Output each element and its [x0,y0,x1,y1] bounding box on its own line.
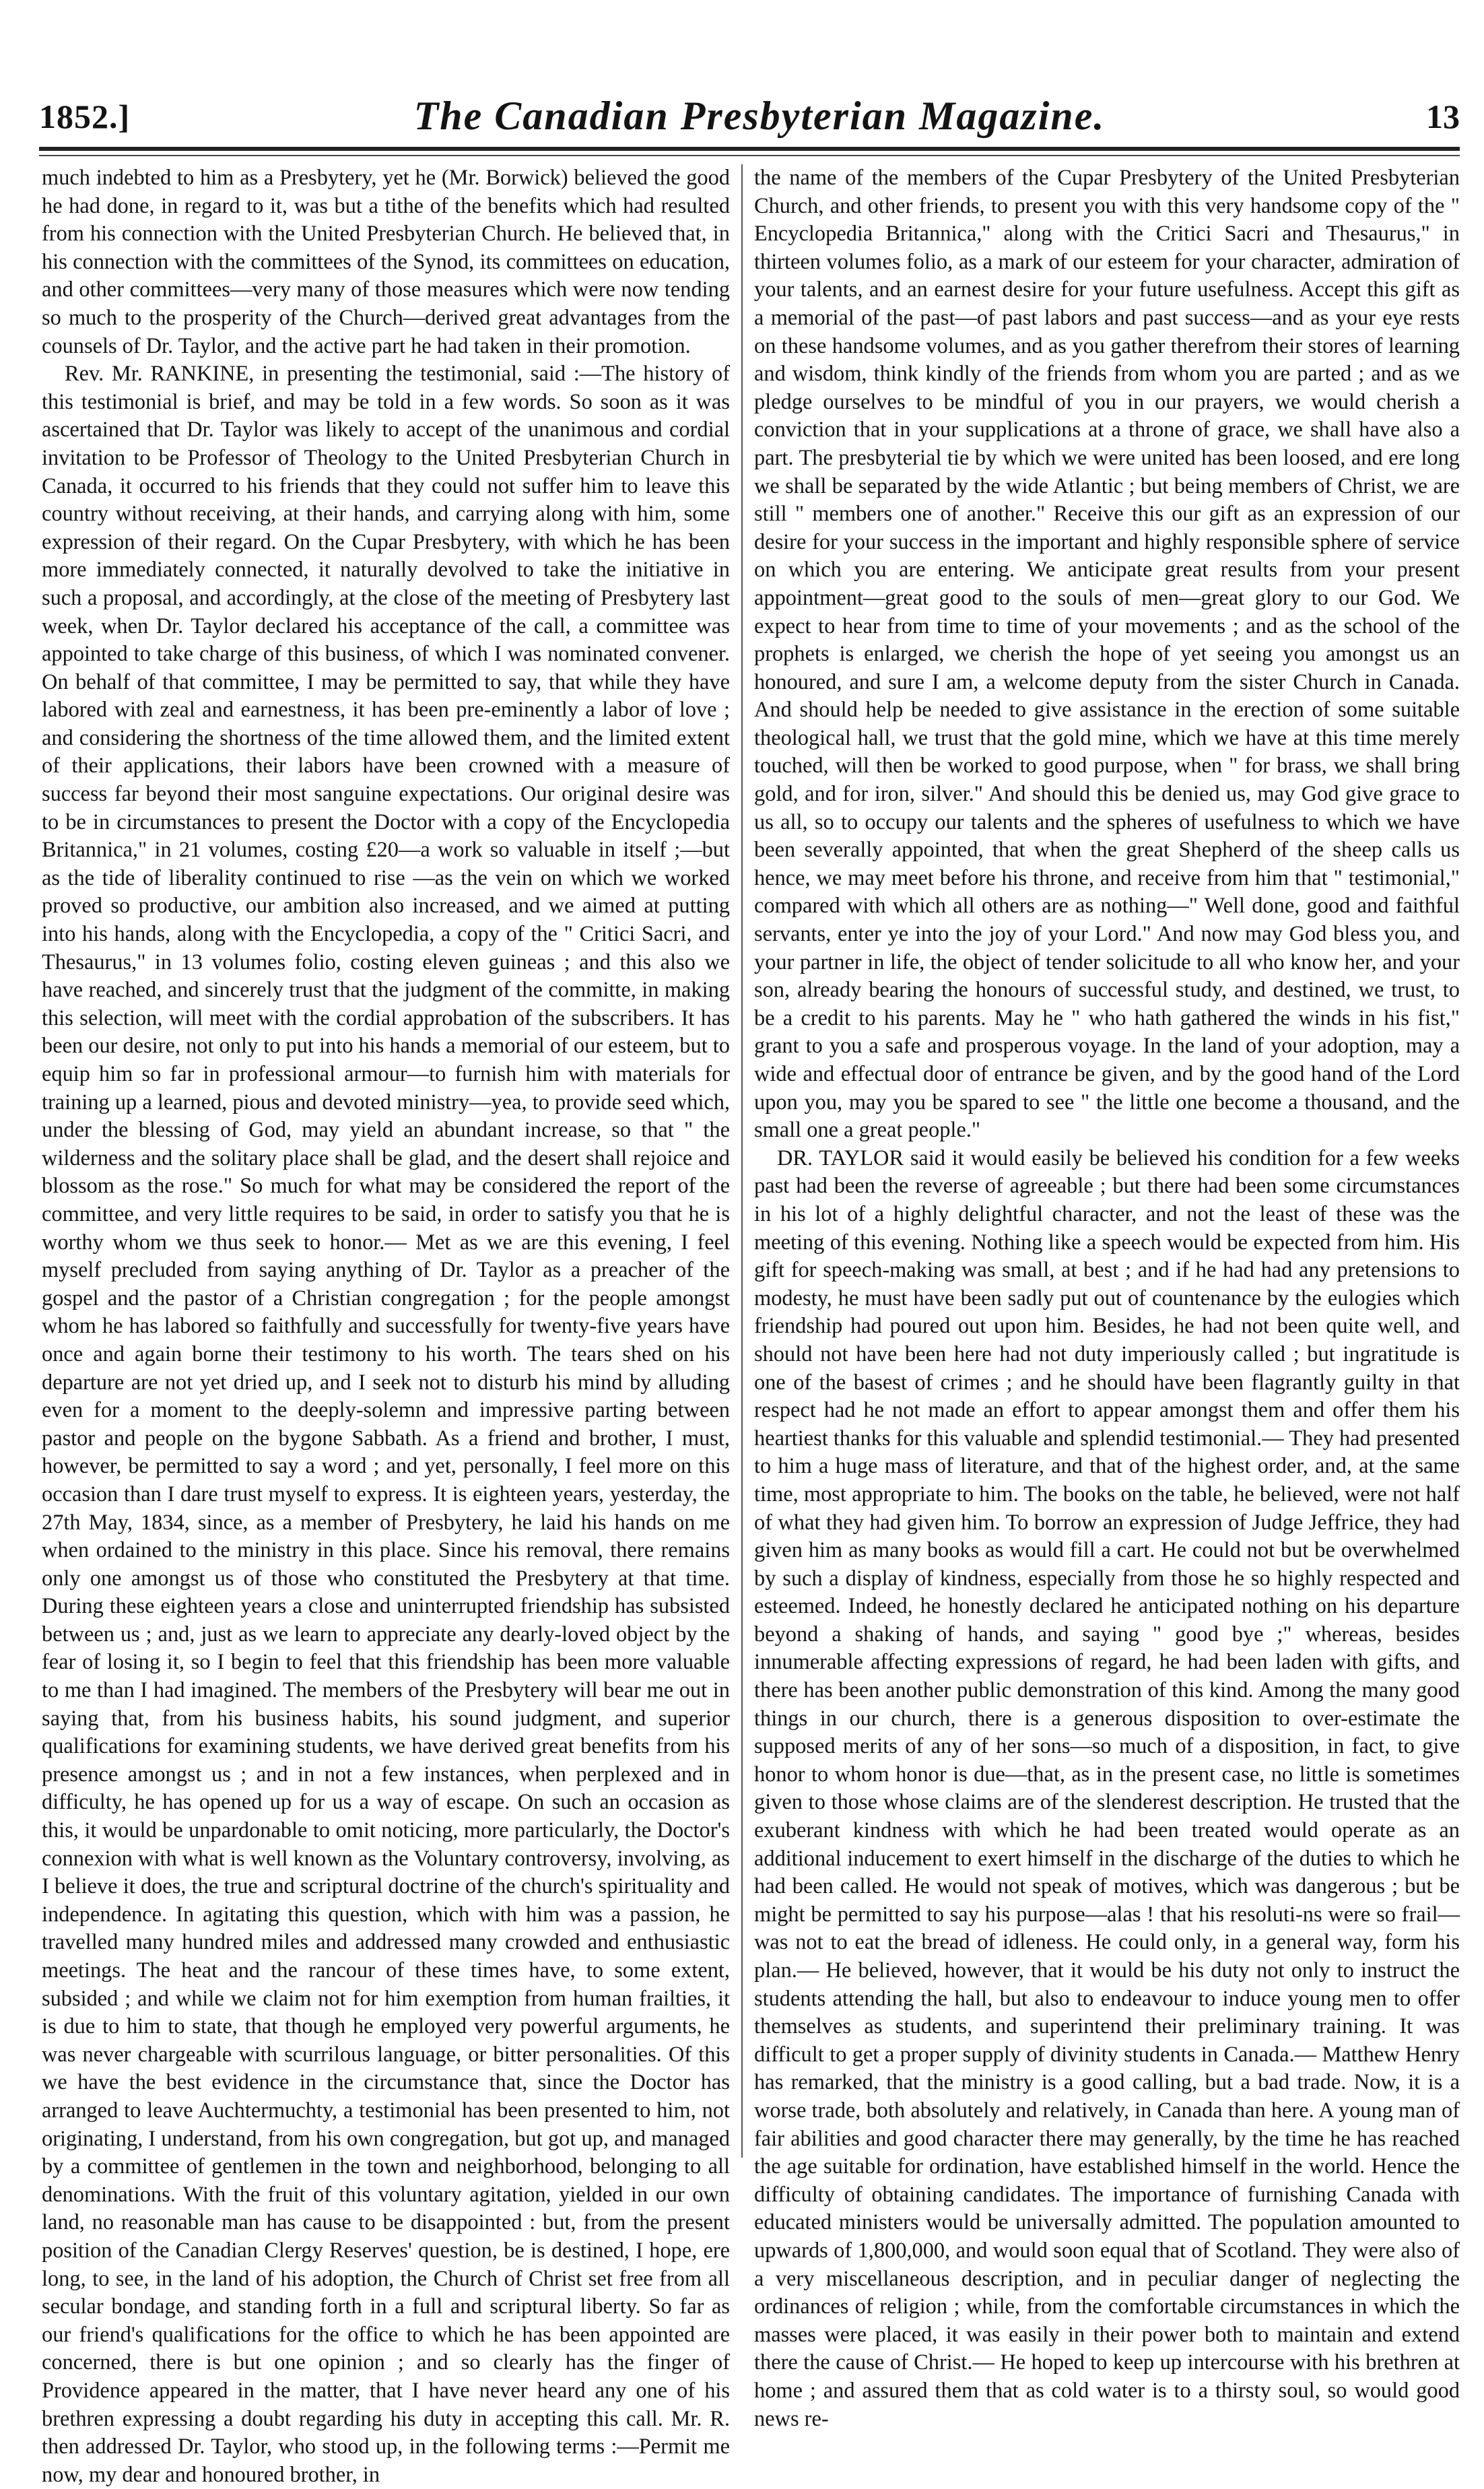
paragraph: much indebted to him as a Presbytery, yet he (Mr. Borwick) believed the good he had done, in regard to it, was but a tithe of the benefits which had resulted from his connection with the United Presbyterian Church. He believed that, in his connection with the committees of the Synod, its committees on education, and other committees—very many of those measures which were now tending so much to the prosperity of the Church—derived great advantages from the counsels of Dr. Taylor, and the active part he had taken in their promotion. [42,166,730,358]
paragraph: Rev. Mr. RANKINE, in presenting the testimonial, said :—The history of this testimonial is brief, and may be told in a few words. So soon as it was ascertained that Dr. Taylor was likely to accept of the unanimous and cordial invitation to be Professor of Theology to the United Presbyterian Church in Canada, it occurred to his friends that they could not suffer him to leave this country without receiving, at their hands, and carrying along with him, some expression of their regard. On the Cupar Presbytery, with which he has been more immediately connected, it naturally devolved to take the initiative in such a proposal, and accordingly, at the close of the meeting of Presbytery last week, when Dr. Taylor declared his acceptance of the call, a committee was appointed to take charge of this business, of which I was nominated convener. On behalf of that committee, I may be permitted to say, that while they have labored with zeal and earnestness, it has been pre-eminently a labor of love ; and considering the shortness of the time allowed them, and the limited extent of their applications, their labors have been crowned with a measure of success far beyond their most sanguine expectations. Our original desire was to be in circumstances to present the Doctor with a copy of the Encyclopedia Britannica," in 21 volumes, costing £20—a work so valuable in itself ;—but as the tide of liberality continued to rise —as the vein on which we worked proved so productive, our ambition also increased, and we aimed at putting into his hands, along with the Encyclopedia, a copy of the " Critici Sacri, and Thesaurus," in 13 volumes folio, costing eleven guineas ; and this also we have reached, and sincerely trust that the judgment of the committe, in making this selection, will meet with the cordial approbation of the subscribers. It has been our desire, not only to put into his hands a memorial of our esteem, but to equip him so far in professional armour—to furnish him with materials for training up a learned, pious and devoted ministry—yea, to provide seed which, under the blessing of God, may yield an abundant increase, so that " the wilderness and the solitary place shall be glad, and the desert shall rejoice and blossom as the rose." So much for what may be considered the report of the committee, and very little requires to be said, in order to satisfy you that he is worthy whom we thus seek to honor.— Met as we are this evening, I feel myself precluded from saying anything of Dr. Taylor as a preacher of the gospel and the pastor of a Christian congregation ; for the people amongst whom he has labored so faithfully and successfully for twenty-five years have once and again borne their testimony to his worth. The tears shed on his departure are not yet dried up, and I seek not to disturb his mind by alluding even for a moment to the deeply-solemn and impressive parting between pastor and people on the bygone Sabbath. As a friend and brother, I must, however, be permitted to say a word ; and yet, personally, I feel more on this occasion than I dare trust myself to express. It is eighteen years, yesterday, the 27th May, 1834, since, as a member of Presbytery, he laid his hands on me when ordained to the ministry in this place. Since his removal, there remains only one amongst us of those who constituted the Presbytery at that time. During these eighteen years a close and uninterrupted friendship has subsisted between us ; and, just as we learn to appreciate any dearly-loved object by the fear of losing it, so I begin to feel that this friendship has been more valuable to me than I had imagined. The members of the Presbytery will bear me out in saying that, from his business habits, his sound judgment, and superior qualifications for examining students, we have derived great benefits from his presence amongst us ; and in not a few instances, when perplexed and in difficulty, he has opened up for us a way of escape. On such an occasion as this, it would be unpardonable to omit noticing, more particularly, the Doctor's connexion with what is well known as the Voluntary controversy, involving, as I believe it does, the true and scriptural doctrine of the church's spirituality and independence. In agitating this question, which with him was a passion, he travelled many hundred miles and addressed many crowded and enthusiastic meetings. The heat and the rancour of these times have, to some extent, subsided ; and while we claim not for him exemption from human frailties, it is due to him to state, that though he employed very powerful arguments, he was never chargeable with scurrilous language, or bitter personalities. Of this we have the best evidence in the circumstance that, since the Doctor has arranged to leave Auchtermuchty, a testimonial has been presented to him, not originating, I understand, from his own congregation, but got up, and managed by a committee of gentlemen in the town and neighborhood, belonging to all denominations. With the fruit of this voluntary agitation, yielded in our own land, no reasonable man has cause to be disappointed : but, from the present position of the Canadian Clergy Reserves' question, be is destined, I hope, ere long, to see, in the land of his adoption, the Church of Christ set free from all secular bondage, and standing forth in a full and scriptural liberty. So far as our friend's qualifications for the office to which he has been appointed are concerned, there is but one opinion ; and so clearly has the finger of Providence appeared in the matter, that I have never heard any one of his brethren expressing a doubt regarding his duty in accepting this call. Mr. R. then addressed Dr. Taylor, who stood up, in the following terms :—Permit me now, my dear and honoured brother, in [42,362,730,2487]
page-number: 13 [1426,98,1460,135]
magazine-title: The Canadian Presbyterian Magazine. [413,94,1106,138]
header-year: 1852.] [39,98,131,135]
header-rule-thin [39,155,1460,156]
left-column [42,164,730,2487]
running-head [39,93,1460,141]
paragraph: DR. TAYLOR said it would easily be believed his condition for a few weeks past had been the reverse of agreeable ; but there had been some circumstances in his lot of a highly delightful character, and not the least of these was the meeting of this evening. Nothing like a speech would be expected from him. His gift for speech-making was small, at best ; and if he had had any pretensions to modesty, he must have been sadly put out of countenance by the eulogies which friendship had poured out upon him. Besides, he had not been quite well, and should not have been here had not duty imperiously called ; but ingratitude is one of the basest of crimes ; and he should have been flagrantly guilty in that respect had he not made an effort to appear amongst them and offer them his heartiest thanks for this valuable and splendid testimonial.— They had presented to him a huge mass of literature, and that of the highest order, and, at the same time, most appropriate to him. The books on the table, he believed, were not half of what they had given him. To borrow an expression of Judge Jeffrice, they had given him as many books as would fill a cart. He could not but be overwhelmed by such a display of kindness, especially from those he so highly respected and esteemed. Indeed, he honestly declared he anticipated nothing on his departure beyond a shaking of hands, and saying " good bye ;" whereas, besides innumerable affecting expressions of regard, he had been laden with gifts, and there has been another public demonstration of this kind. Among the many good things in our church, there is a generous disposition to over-estimate the supposed merits of any of her sons—so much of a disposition, in fact, to give honor to whom honor is due—that, as in the present case, no little is sometimes given to those whose claims are of the slenderest description. He trusted that the exuberant kindness with which he had been treated would operate as an additional inducement to exert himself in the discharge of the duties to which he had been called. He would not speak of motives, which was dangerous ; but be might be permitted to say his purpose—alas ! that his resoluti-ns were so frail—was not to eat the bread of idleness. He could only, in a general way, form his plan.— He believed, however, that it would be his duty not only to instruct the students attending the hall, but also to endeavour to induce young men to offer themselves as students, and superintend their preliminary training. It was difficult to get a proper supply of divinity students in Canada.— Matthew Henry has remarked, that the ministry is a good calling, but a bad trade. Now, it is a worse trade, both absolutely and relatively, in Canada than here. A young man of fair abilities and good character there may generally, by the time he has reached the age suitable for ordination, have established himself in the world. Hence the difficulty of obtaining candidates. The importance of furnishing Canada with educated ministers would be universally admitted. The population amounted to upwards of 1,800,000, and would soon equal that of Scotland. They were also of a very miscellaneous description, and in peculiar danger of neglecting the ordinances of religion ; while, from the comfortable circumstances in which the masses were placed, it was easily in their power both to maintain and extend there the cause of Christ.— He hoped to keep up intercourse with his brethren at home ; and assured them that as cold water is to a thirsty soul, so would good news re- [754,1146,1460,2431]
column-divider [741,164,743,2158]
header-rule-thick [39,147,1460,151]
paragraph: the name of the members of the Cupar Presbytery of the United Presbyterian Church, and other friends, to present you with this very handsome copy of the " Encyclopedia Britannica," along with the Critici Sacri and Thesaurus," in thirteen volumes folio, as a mark of our esteem for your character, admiration of your talents, and an earnest desire for your future usefulness. Accept this gift as a memorial of the past—of past labors and past success—and as your eye rests on these handsome volumes, and as you gather therefrom their stores of learning and wisdom, think kindly of the friends from whom you are parted ; and as we pledge ourselves to be mindful of you in our prayers, we would cherish a conviction that in your supplications at a throne of grace, we shall have also a part. The presbyterial tie by which we were united has been loosed, and ere long we shall be separated by the wide Atlantic ; but being members of Christ, we are still " members one of another." Receive this our gift as an expression of our desire for your success in the important and highly responsible sphere of service on which you are entering. We anticipate great results from your present appointment—great good to the souls of men—great glory to our God. We expect to hear from time to time of your movements ; and as the school of the prophets is enlarged, we cherish the hope of yet seeing you amongst us an honoured, and sure I am, a welcome deputy from the sister Church in Canada. And should help be needed to give assistance in the erection of some suitable theological hall, we trust that the gold mine, which we have at this time merely touched, will then be worked to good purpose, when " for brass, we shall bring gold, and for iron, silver." And should this be denied us, may God give grace to us all, so to occupy our talents and the spheres of usefulness to which we have been severally appointed, that when the great Shepherd of the sheep calls us hence, we may meet before his throne, and receive from him that " testimonial," compared with which all others are as nothing—" Well done, good and faithful servants, enter ye into the joy of your Lord." And now may God bless you, and your partner in life, the object of tender solicitude to all who know her, and your son, already bearing the honours of successful study, and destined, we trust, to be a credit to his parents. May he " who hath gathered the winds in his fist," grant to you a safe and prosperous voyage. In the land of your adoption, may a wide and effectual door of entrance be given, and by the good hand of the Lord upon you, may you be spared to see " the little one become a thousand, and the small one a great people." [754,166,1460,1143]
right-column [754,164,1460,2431]
